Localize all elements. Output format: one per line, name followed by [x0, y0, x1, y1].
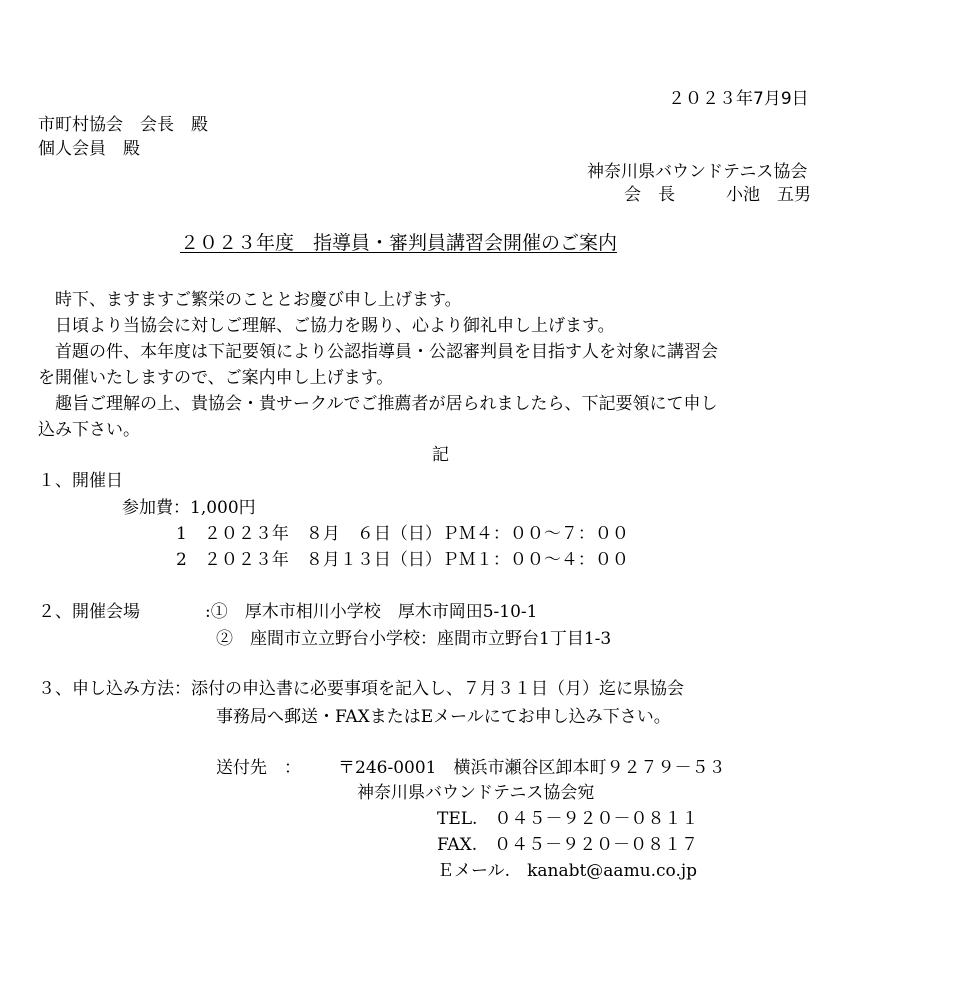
body-line-2: 日頃より当協会に対しご理解、ご協力を賜り、心より御礼申し上げます。 [38, 316, 615, 336]
recipient-association: 市町村協会 会長 殿 [38, 115, 208, 135]
body-line-5: 趣旨ご理解の上、貴協会・貴サークルでご推薦者が居られましたら、下記要領にて申し [38, 394, 718, 414]
section2-heading: ２、開催会場 [38, 602, 140, 622]
section3-line-2: 事務局へ郵送・FAXまたはEメールにてお申し込み下さい。 [216, 707, 671, 727]
address-tel: TEL. ０４５－９２０－０８１１ [437, 809, 699, 829]
address-recipient: 神奈川県バウンドテニス協会宛 [357, 783, 595, 803]
section1-heading: １、開催日 [38, 471, 123, 491]
section3-heading: ３、申し込み方法：添付の申込書に必要事項を記入し、７月３１日（月）迄に県協会 [38, 679, 684, 699]
address-postal: 〒246-0001 横浜市瀬谷区卸本町９２７９－５３ [338, 758, 726, 778]
ki-marker: 記 [432, 445, 449, 465]
document-title: ２０２３年度 指導員・審判員講習会開催のご案内 [180, 232, 618, 254]
body-line-3: 首題の件、本年度は下記要領により公認指導員・公認審判員を目指す人を対象に講習会 [38, 342, 718, 362]
sender-organization: 神奈川県バウンドテニス協会 [587, 162, 808, 182]
address-fax: FAX. ０４５－９２０－０８１７ [437, 835, 699, 855]
letter-date: ２０２３年7月9日 [668, 89, 809, 109]
body-line-4: を開催いたしますので、ご案内申し上げます。 [38, 368, 394, 388]
venue-1: :① 厚木市相川小学校 厚木市岡田5-10-1 [205, 602, 538, 622]
recipient-individual: 個人会員 殿 [38, 139, 140, 159]
body-line-1: 時下、ますますご繁栄のこととお慶び申し上げます。 [38, 290, 462, 310]
sender-chair: 会 長 小池 五男 [624, 185, 811, 205]
session-date-1: 1 ２０２３年 ８月 ６日（日）ＰＭ４：００～７：００ [176, 524, 629, 544]
participation-fee: 参加費：1,000円 [122, 498, 256, 518]
address-email: Ｅメール. kanabt@aamu.co.jp [437, 861, 698, 881]
session-date-2: 2 ２０２３年 ８月１３日（日）ＰＭ１：００～４：００ [176, 550, 629, 570]
body-line-6: 込み下さい。 [38, 420, 140, 440]
venue-2: ② 座間市立立野台小学校：座間市立野台1丁目1-3 [216, 629, 612, 649]
address-label: 送付先 ： [216, 758, 301, 778]
